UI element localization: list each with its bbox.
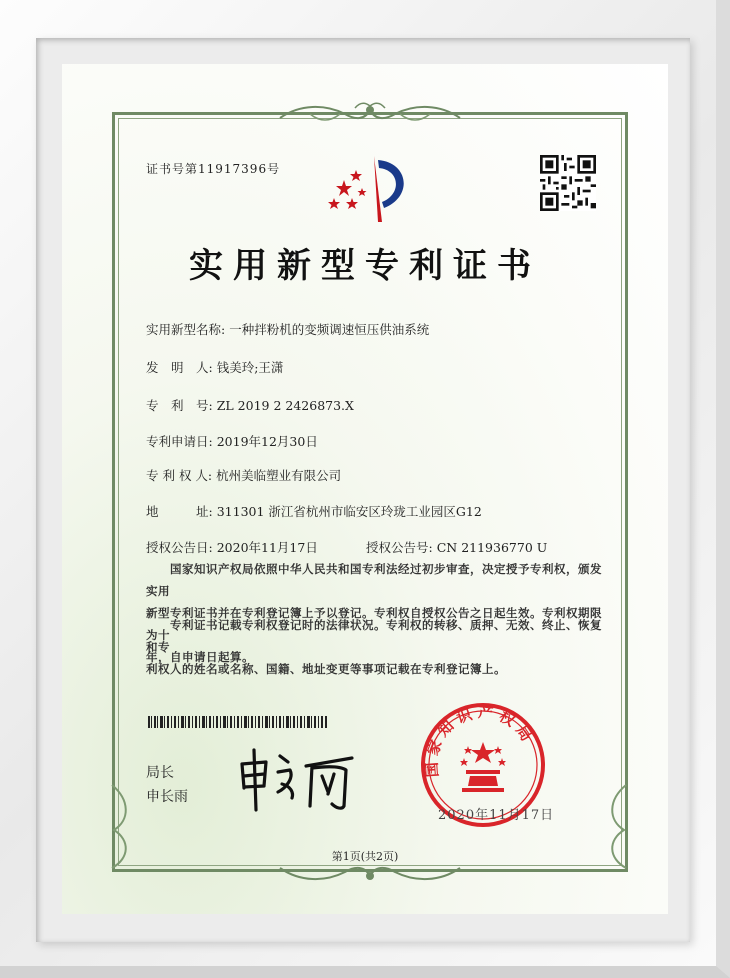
qr-code-icon xyxy=(540,155,596,211)
seal-text: 国家知识产权局 xyxy=(422,702,539,778)
paragraph-line: 专利证书记载专利权登记时的法律状况。专利权的转移、质押、无效、终止、恢复和专 xyxy=(146,618,602,654)
paragraph-line: 利权人的姓名或名称、国籍、地址变更等事项记载在专利登记簿上。 xyxy=(146,662,506,676)
page-number: 第1页(共2页) xyxy=(331,850,399,863)
signatory-title: 局长 xyxy=(146,765,174,781)
field-value: 2020年11月17日 xyxy=(216,540,318,555)
paragraph-legal-status xyxy=(146,614,602,680)
field-value: 钱美玲;王潇 xyxy=(216,360,284,375)
field-label: 专 利 号: xyxy=(146,398,213,413)
field-value: ZL 2019 2 2426873.X xyxy=(216,398,354,413)
paragraph-line: 国家知识产权局依照中华人民共和国专利法经过初步审查，决定授予专利权，颁发实用 xyxy=(146,562,602,598)
field-value: 311301 浙江省杭州市临安区玲珑工业园区G12 xyxy=(216,504,482,519)
field-inventor xyxy=(146,358,283,376)
field-grant-date xyxy=(146,538,318,556)
field-label: 发 明 人: xyxy=(146,360,213,375)
field-filing-date xyxy=(146,432,318,450)
handwritten-signature-icon xyxy=(232,736,372,814)
bottom-ornament-icon xyxy=(270,862,470,886)
field-value: 一种拌粉机的变频调速恒压供油系统 xyxy=(229,322,430,337)
field-label: 授权公告日: xyxy=(146,540,213,555)
field-label: 实用新型名称: xyxy=(146,322,226,337)
certificate-number: 证书号第11917396号 xyxy=(146,162,281,176)
field-value: 2019年12月30日 xyxy=(216,434,318,449)
patent-office-logo-icon xyxy=(322,150,414,228)
seal-date: 2020年11月17日 xyxy=(438,808,555,823)
field-address xyxy=(146,502,482,520)
certificate-title: 实用新型专利证书 xyxy=(189,246,541,286)
field-label: 授权公告号: xyxy=(366,540,433,555)
field-label: 专 利 权 人: xyxy=(146,468,213,483)
field-patent-number xyxy=(146,396,354,414)
field-utility-model-name xyxy=(146,320,429,338)
svg-text:国家知识产权局 xyxy=(422,703,538,778)
field-value: 杭州美临塑业有限公司 xyxy=(216,468,342,483)
field-value: CN 211936770 U xyxy=(436,540,548,555)
field-label: 专利申请日: xyxy=(146,434,213,449)
field-label: 地 址: xyxy=(146,504,213,519)
field-grant-number xyxy=(366,538,547,556)
signatory-name: 申长雨 xyxy=(146,789,188,805)
paragraph-line: 新型专利证书并在专利登记簿上予以登记。专利权自授权公告之日起生效。专利权期限为十 xyxy=(146,606,602,642)
top-ornament-icon xyxy=(270,100,470,126)
paragraph-line: 年，自申请日起算。 xyxy=(146,650,254,664)
barcode-icon xyxy=(148,716,328,728)
field-patentee xyxy=(146,466,341,484)
